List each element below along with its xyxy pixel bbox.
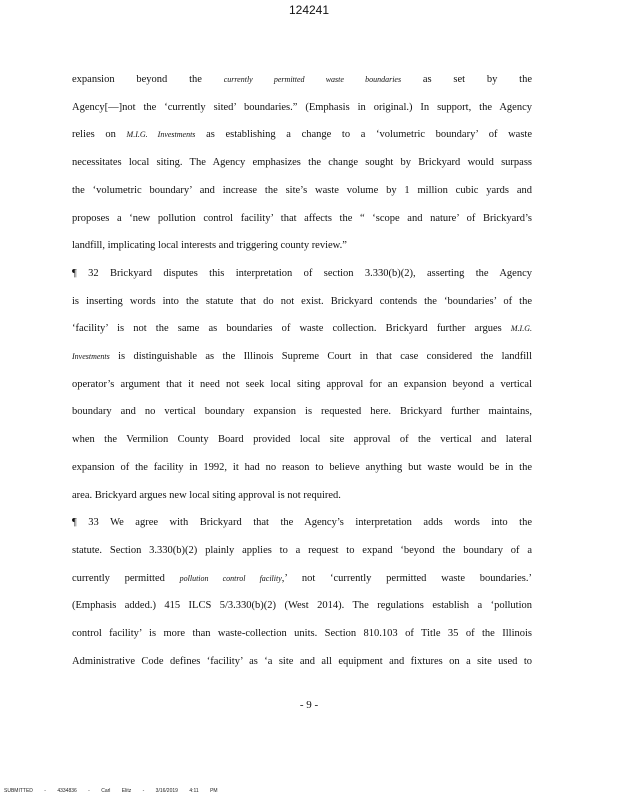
emphasized-text: Investments (72, 352, 110, 361)
text-line (72, 544, 532, 558)
text-run: as establishing a change to a ‘volumetric boundary’ of waste (195, 129, 532, 141)
text-run: area. Brickyard argues new local siting approval is not required. (72, 489, 341, 501)
text-run: necessitates local siting. The Agency emphasizes the change sought by Brickyard would surpass (72, 157, 532, 169)
text-run: Administrative Code defines ‘facility’ as ‘a site and all equipment and fixtures on a site used to (72, 655, 532, 667)
text-run: ,’ not ‘currently permitted waste boundaries.’ (281, 572, 532, 584)
emphasized-text: pollution control facility (179, 573, 282, 583)
emphasized-text: M.I.G. Investments (126, 130, 196, 140)
text-line (72, 655, 532, 669)
text-line (72, 572, 532, 586)
text-run: ¶ 32 Brickyard disputes this interpretation of section 3.330(b)(2), asserting the Agency (72, 267, 532, 279)
text-run: relies on (72, 129, 127, 141)
text-run: expansion of the facility in 1992, it had no reason to believe anything but waste would be in the (72, 461, 532, 473)
text-line (72, 156, 532, 170)
document-number: 124241 (288, 3, 330, 17)
text-line (72, 212, 532, 226)
text-run: expansion beyond the (72, 74, 224, 85)
text-line (72, 295, 532, 309)
text-run: is inserting words into the statute that do not exist. Brickyard contends the ‘boundaries’ of the (72, 295, 532, 307)
text-line (72, 73, 532, 87)
text-line (72, 101, 532, 115)
text-run: the ‘volumetric boundary’ and increase the site’s waste volume by 1 million cubic yards and (72, 184, 532, 196)
text-run: ‘facility’ is not the same as boundaries of waste collection. Brickyard further argues (72, 323, 511, 335)
submission-footer: SUBMITTED - 4334836 - Carl Elitz - 3/16/2019 4:11 PM (4, 788, 218, 794)
text-run: boundary and no vertical boundary expansion is requested here. Brickyard further maintains, (72, 406, 532, 418)
text-line (72, 184, 532, 198)
text-line (72, 128, 532, 142)
text-run: operator’s argument that it need not seek local siting approval for an expansion beyond a vertical (72, 378, 532, 390)
text-line (72, 405, 532, 419)
text-run: proposes a ‘new pollution control facility’ that affects the “ ‘scope and nature’ of Brickyard’s (72, 212, 532, 224)
text-run: is distinguishable as the Illinois Supreme Court in that case considered the landfill (109, 351, 532, 362)
text-line (72, 489, 532, 503)
text-run: statute. Section 3.330(b)(2) plainly applies to a request to expand ‘beyond the boundary of a (72, 544, 532, 556)
page-number: - 9 - (299, 699, 319, 711)
text-line (72, 627, 532, 641)
emphasized-text: M.I.G. (510, 324, 532, 334)
text-line (72, 239, 532, 253)
emphasized-text: currently permitted waste boundaries (223, 75, 402, 84)
text-line (72, 378, 532, 392)
text-line (72, 322, 532, 336)
text-run: landfill, implicating local interests and triggering county review.” (72, 240, 347, 252)
text-line (72, 516, 532, 530)
text-line (72, 350, 532, 364)
text-run: currently permitted (72, 572, 180, 584)
text-run: Agency[—]not the ‘currently sited’ boundaries.” (Emphasis in original.) In support, the Agency (72, 101, 532, 113)
text-line (72, 599, 532, 613)
text-run: (Emphasis added.) 415 ILCS 5/3.330(b)(2) (West 2014). The regulations establish a ‘pollution (72, 600, 532, 612)
text-run: when the Vermilion County Board provided local site approval of the vertical and lateral (72, 434, 532, 446)
text-run: ¶ 33 We agree with Brickyard that the Agency’s interpretation adds words into the (72, 517, 532, 529)
text-line (72, 433, 532, 447)
text-line (72, 267, 532, 281)
text-line (72, 461, 532, 475)
text-run: as set by the (401, 74, 532, 85)
text-run: control facility’ is more than waste-collection units. Section 810.103 of Title 35 of the Illinois (72, 628, 532, 639)
